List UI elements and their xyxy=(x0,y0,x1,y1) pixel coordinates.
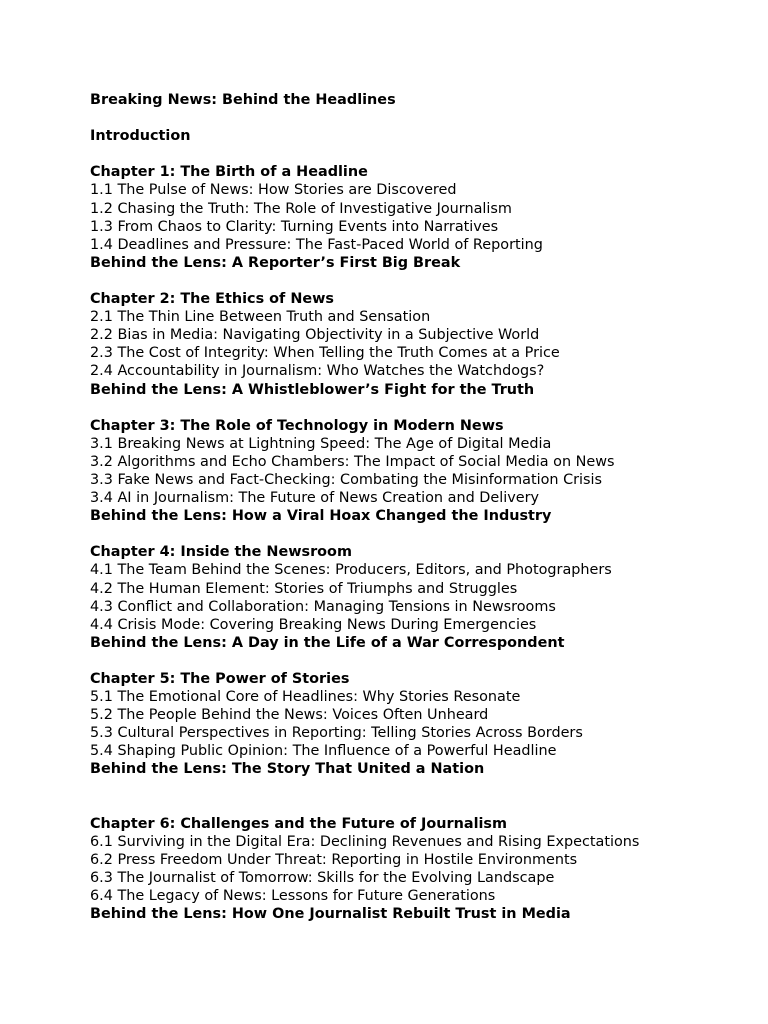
section-item: 4.3 Conflict and Collaboration: Managing Tensions in Newsrooms xyxy=(90,598,556,615)
chapter-heading: Chapter 6: Challenges and the Future of Journalism xyxy=(90,815,507,832)
section-item: 6.3 The Journalist of Tomorrow: Skills for the Evolving Landscape xyxy=(90,870,555,887)
section-item: 1.3 From Chaos to Clarity: Turning Events into Narratives xyxy=(90,218,499,235)
section-item: 4.1 The Team Behind the Scenes: Producers, Editors, and Photographers xyxy=(90,562,612,579)
section-item: 6.4 The Legacy of News: Lessons for Future Generations xyxy=(90,888,496,905)
spacer xyxy=(90,109,750,127)
spacer xyxy=(90,145,750,163)
section-item: 6.2 Press Freedom Under Threat: Reporting in Hostile Environments xyxy=(90,851,578,868)
section-item: 5.4 Shaping Public Opinion: The Influence of a Powerful Headline xyxy=(90,743,557,760)
section-item: 1.2 Chasing the Truth: The Role of Investigative Journalism xyxy=(90,200,512,217)
chapter-heading: Chapter 2: The Ethics of News xyxy=(90,291,334,308)
spacer xyxy=(90,779,750,815)
chapter-4 xyxy=(90,543,750,652)
chapter-1 xyxy=(90,163,750,272)
behind-the-lens-item: Behind the Lens: A Reporter’s First Big Break xyxy=(90,254,461,271)
spacer xyxy=(90,399,750,417)
section-item: 2.1 The Thin Line Between Truth and Sensation xyxy=(90,309,431,326)
chapter-2 xyxy=(90,290,750,399)
section-item: 3.2 Algorithms and Echo Chambers: The Impact of Social Media on News xyxy=(90,453,615,470)
spacer xyxy=(90,652,750,670)
behind-the-lens-item: Behind the Lens: A Whistleblower’s Fight for the Truth xyxy=(90,381,535,398)
chapter-heading: Chapter 1: The Birth of a Headline xyxy=(90,164,368,181)
section-item: 3.3 Fake News and Fact-Checking: Combating the Misinformation Crisis xyxy=(90,471,603,488)
section-item: 1.1 The Pulse of News: How Stories are Discovered xyxy=(90,182,457,199)
spacer xyxy=(90,272,750,290)
section-item: 3.4 AI in Journalism: The Future of News Creation and Delivery xyxy=(90,490,540,507)
section-item: 2.3 The Cost of Integrity: When Telling the Truth Comes at a Price xyxy=(90,345,560,362)
section-item: 3.1 Breaking News at Lightning Speed: The Age of Digital Media xyxy=(90,435,552,452)
section-item: 2.4 Accountability in Journalism: Who Watches the Watchdogs? xyxy=(90,363,545,380)
document-title: Breaking News: Behind the Headlines xyxy=(90,92,396,108)
chapter-heading: Chapter 4: Inside the Newsroom xyxy=(90,544,352,561)
chapter-3 xyxy=(90,417,750,526)
section-item: 5.3 Cultural Perspectives in Reporting: Telling Stories Across Borders xyxy=(90,725,583,742)
section-item: 6.1 Surviving in the Digital Era: Declining Revenues and Rising Expectations xyxy=(90,833,640,850)
spacer xyxy=(90,525,750,543)
section-item: 1.4 Deadlines and Pressure: The Fast-Paced World of Reporting xyxy=(90,236,543,253)
section-item: 2.2 Bias in Media: Navigating Objectivity in a Subjective World xyxy=(90,327,540,344)
section-item: 4.4 Crisis Mode: Covering Breaking News During Emergencies xyxy=(90,616,537,633)
section-item: 5.2 The People Behind the News: Voices Often Unheard xyxy=(90,707,489,724)
behind-the-lens-item: Behind the Lens: How a Viral Hoax Changed the Industry xyxy=(90,508,552,525)
chapter-heading: Chapter 5: The Power of Stories xyxy=(90,671,350,687)
behind-the-lens-item: Behind the Lens: The Story That United a Nation xyxy=(90,761,485,778)
chapter-heading: Chapter 3: The Role of Technology in Modern News xyxy=(90,417,504,434)
table-of-contents xyxy=(90,91,750,923)
introduction-heading: Introduction xyxy=(90,128,191,145)
behind-the-lens-item: Behind the Lens: How One Journalist Rebuilt Trust in Media xyxy=(90,906,571,923)
behind-the-lens-item: Behind the Lens: A Day in the Life of a War Correspondent xyxy=(90,634,565,651)
section-item: 5.1 The Emotional Core of Headlines: Why Stories Resonate xyxy=(90,689,521,706)
section-item: 4.2 The Human Element: Stories of Triumphs and Struggles xyxy=(90,580,518,597)
chapter-5 xyxy=(90,670,750,779)
chapter-6 xyxy=(90,815,750,924)
